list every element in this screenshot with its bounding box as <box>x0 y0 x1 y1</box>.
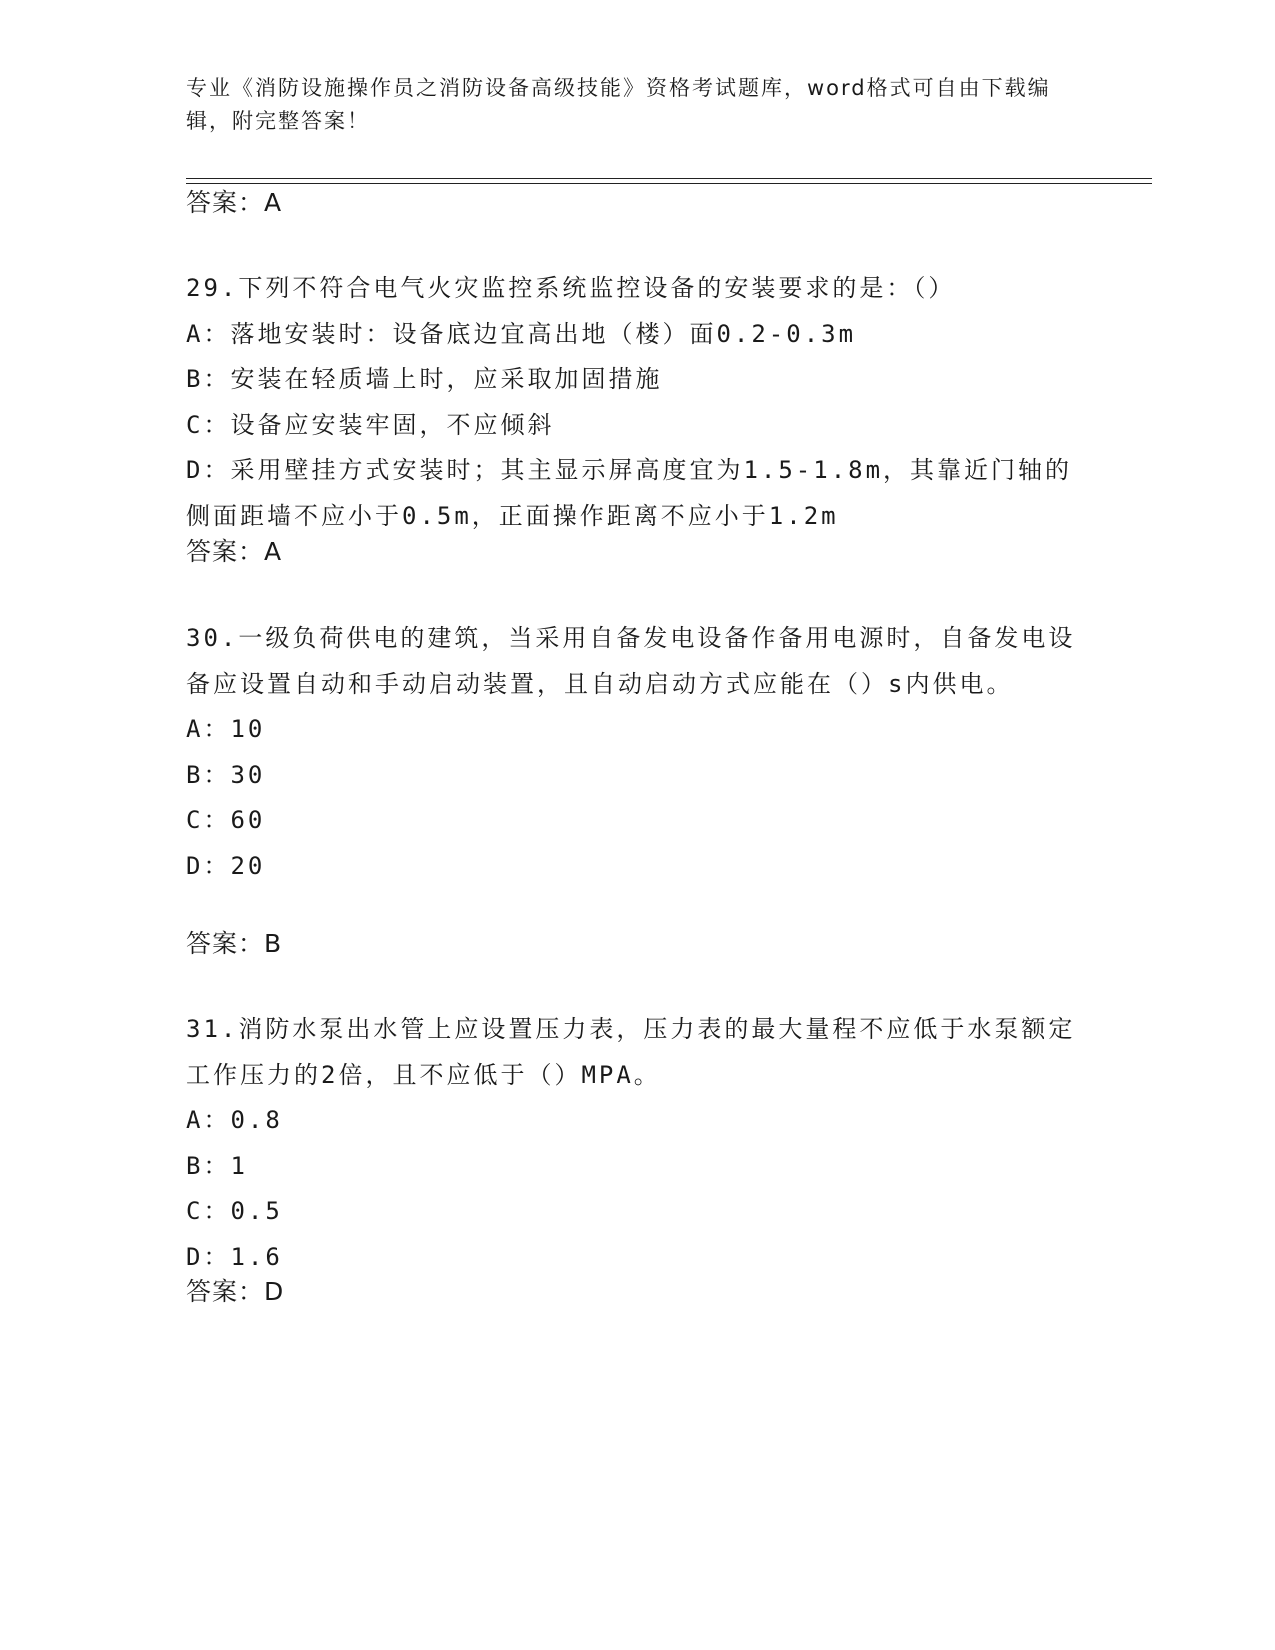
question-30 <box>186 616 1086 889</box>
option-a: A：0.8 <box>186 1106 283 1134</box>
option-d: D：1.6 <box>186 1242 283 1271</box>
question-31 <box>186 1007 1086 1280</box>
document-header: 专业《消防设施操作员之消防设备高级技能》资格考试题库，word格式可自由下载编辑，附完整答案！ <box>186 76 1051 133</box>
option-d: D：采用壁挂方式安装时；其主显示屏高度宜为1.5-1.8m，其靠近门轴的侧面距墙不应小于0.5m，正面操作距离不应小于1.2m <box>186 456 1073 530</box>
option-a: A：10 <box>186 715 266 743</box>
header-rule-bottom <box>186 183 1152 184</box>
question-stem: 31.消防水泵出水管上应设置压力表，压力表的最大量程不应低于水泵额定工作压力的2倍，且不应低于（）MPA。 <box>186 1015 1076 1089</box>
question-stem: 30.一级负荷供电的建筑，当采用自备发电设备作备用电源时，自备发电设备应设置自动和手动启动装置，且自动启动方式应能在（）s内供电。 <box>186 624 1076 698</box>
option-b: B：1 <box>186 1151 248 1180</box>
question-29 <box>186 266 1086 539</box>
option-b: B：安装在轻质墙上时，应采取加固措施 <box>186 365 663 393</box>
answer-30: 答案：B <box>186 929 283 958</box>
question-stem: 29.下列不符合电气火灾监控系统监控设备的安装要求的是：（） <box>186 274 956 302</box>
answer-previous: 答案：A <box>186 188 283 217</box>
answer-29: 答案：A <box>186 537 283 566</box>
option-b: B：30 <box>186 760 266 789</box>
option-c: C：60 <box>186 806 266 834</box>
option-c: C：设备应安装牢固，不应倾斜 <box>186 410 555 439</box>
option-c: C：0.5 <box>186 1197 283 1225</box>
option-d: D：20 <box>186 851 266 880</box>
answer-31: 答案：D <box>186 1277 285 1306</box>
option-a: A：落地安装时：设备底边宜高出地（楼）面0.2-0.3m <box>186 319 857 348</box>
header-rule-top <box>186 178 1152 179</box>
